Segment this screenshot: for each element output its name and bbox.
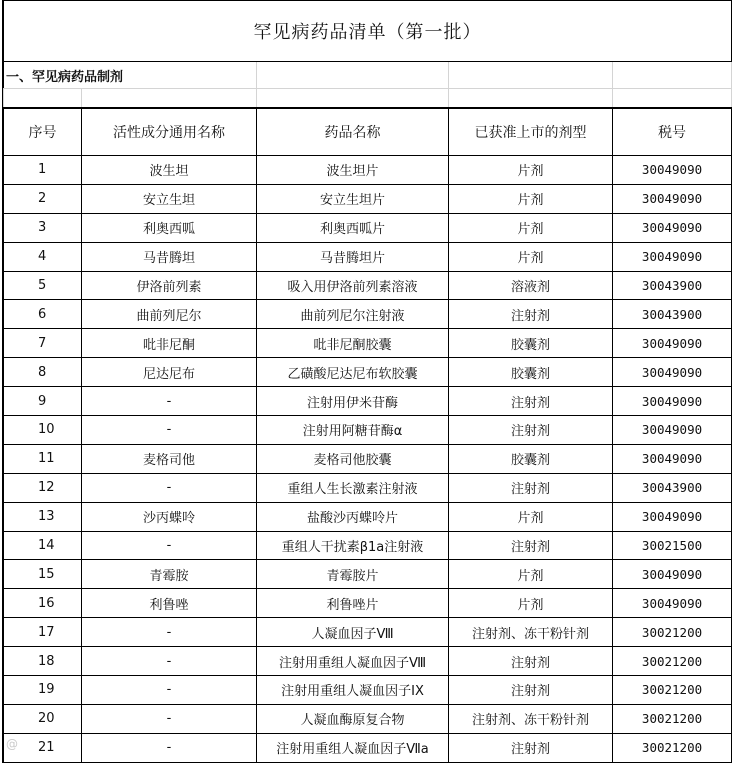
cell-dosage-form: 片剂 [449,156,613,185]
column-header-code: 税号 [613,108,732,156]
cell-dosage-form: 片剂 [449,560,613,589]
cell-dosage-form: 注射剂 [449,676,613,705]
cell-drug-name: 重组人干扰素β1a注射液 [257,531,449,560]
cell-drug-name: 曲前列尼尔注射液 [257,300,449,329]
cell-drug-name: 吸入用伊洛前列素溶液 [257,271,449,300]
cell-no: 12 [4,473,82,502]
column-header-ingredient: 活性成分通用名称 [82,108,257,156]
cell-drug-name: 麦格司他胶囊 [257,444,449,473]
cell-dosage-form: 注射剂、冻干粉针剂 [449,704,613,733]
cell-no: 20 [4,704,82,733]
cell-dosage-form: 注射剂、冻干粉针剂 [449,618,613,647]
cell-drug-name: 人凝血因子Ⅷ [257,618,449,647]
cell-no: 3 [4,213,82,242]
cell-no: 8 [4,358,82,387]
cell-ingredient: 利奥西呱 [82,213,257,242]
cell-ingredient: 曲前列尼尔 [82,300,257,329]
cell-drug-name: 波生坦片 [257,156,449,185]
cell-drug-name: 青霉胺片 [257,560,449,589]
cell-drug-name: 马昔腾坦片 [257,242,449,271]
empty-cell [449,62,613,89]
table-row [4,156,732,185]
cell-no: 9 [4,387,82,416]
cell-tariff-code: 30049090 [613,184,732,213]
cell-tariff-code: 30043900 [613,271,732,300]
table-row [4,300,732,329]
title-row [4,1,732,62]
cell-tariff-code: 30021200 [613,676,732,705]
cell-drug-name: 注射用重组人凝血因子IX [257,676,449,705]
table-row [4,473,732,502]
cell-ingredient: 尼达尼布 [82,358,257,387]
cell-ingredient: - [82,618,257,647]
table-row [4,502,732,531]
column-header-row [4,108,732,156]
table-row [4,704,732,733]
cell-tariff-code: 30021200 [613,733,732,762]
table-row [4,531,732,560]
empty-cell [449,89,613,109]
table-row [4,416,732,445]
cell-drug-name: 注射用阿糖苷酶α [257,416,449,445]
cell-dosage-form: 注射剂 [449,473,613,502]
cell-ingredient: 伊洛前列素 [82,271,257,300]
cell-no: 5 [4,271,82,300]
table-row [4,184,732,213]
cell-dosage-form: 注射剂 [449,531,613,560]
cell-ingredient: 波生坦 [82,156,257,185]
table-body [4,156,732,763]
cell-dosage-form: 胶囊剂 [449,329,613,358]
cell-no: 21 [4,733,82,762]
cell-tariff-code: 30049090 [613,213,732,242]
cell-dosage-form: 注射剂 [449,733,613,762]
cell-tariff-code: 30021500 [613,531,732,560]
column-header-drug: 药品名称 [257,108,449,156]
cell-dosage-form: 片剂 [449,589,613,618]
table-row [4,560,732,589]
empty-cell [4,89,82,109]
cell-drug-name: 吡非尼酮胶囊 [257,329,449,358]
cell-tariff-code: 30049090 [613,329,732,358]
empty-cell [613,62,732,89]
table-row [4,271,732,300]
section-heading: 一、罕见病药品制剂 [4,62,257,89]
cell-drug-name: 注射用伊米苷酶 [257,387,449,416]
table-row [4,733,732,762]
cell-tariff-code: 30021200 [613,647,732,676]
cell-tariff-code: 30049090 [613,242,732,271]
cell-dosage-form: 胶囊剂 [449,358,613,387]
table-row [4,358,732,387]
column-header-form: 已获准上市的剂型 [449,108,613,156]
cell-no: 1 [4,156,82,185]
cell-tariff-code: 30049090 [613,358,732,387]
cell-drug-name: 利鲁唑片 [257,589,449,618]
cell-drug-name: 安立生坦片 [257,184,449,213]
watermark: @ [6,737,18,751]
cell-tariff-code: 30049090 [613,156,732,185]
cell-drug-name: 盐酸沙丙蝶呤片 [257,502,449,531]
cell-ingredient: 吡非尼酮 [82,329,257,358]
cell-dosage-form: 片剂 [449,184,613,213]
table-row [4,329,732,358]
cell-dosage-form: 溶液剂 [449,271,613,300]
table-row [4,213,732,242]
table-row [4,444,732,473]
section-row [4,62,732,89]
cell-tariff-code: 30043900 [613,473,732,502]
spacer-row [4,89,732,109]
cell-ingredient: - [82,704,257,733]
cell-ingredient: 利鲁唑 [82,589,257,618]
cell-ingredient: 沙丙蝶呤 [82,502,257,531]
cell-tariff-code: 30043900 [613,300,732,329]
cell-no: 7 [4,329,82,358]
cell-no: 19 [4,676,82,705]
cell-ingredient: - [82,387,257,416]
cell-ingredient: - [82,416,257,445]
cell-drug-name: 重组人生长激素注射液 [257,473,449,502]
table-row [4,647,732,676]
cell-drug-name: 人凝血酶原复合物 [257,704,449,733]
cell-dosage-form: 注射剂 [449,647,613,676]
cell-drug-name: 注射用重组人凝血因子Ⅶa [257,733,449,762]
cell-dosage-form: 注射剂 [449,300,613,329]
cell-ingredient: - [82,733,257,762]
cell-drug-name: 注射用重组人凝血因子Ⅷ [257,647,449,676]
cell-no: 2 [4,184,82,213]
table-row [4,589,732,618]
page-title: 罕见病药品清单（第一批） [4,1,732,62]
cell-no: 16 [4,589,82,618]
spreadsheet [2,0,731,763]
cell-tariff-code: 30049090 [613,589,732,618]
cell-ingredient: 安立生坦 [82,184,257,213]
cell-no: 13 [4,502,82,531]
cell-no: 6 [4,300,82,329]
drug-list-table [3,0,732,763]
cell-no: 11 [4,444,82,473]
table-row [4,618,732,647]
cell-ingredient: - [82,676,257,705]
cell-drug-name: 乙磺酸尼达尼布软胶囊 [257,358,449,387]
cell-ingredient: 马昔腾坦 [82,242,257,271]
cell-tariff-code: 30049090 [613,416,732,445]
cell-dosage-form: 片剂 [449,213,613,242]
cell-dosage-form: 胶囊剂 [449,444,613,473]
cell-no: 10 [4,416,82,445]
cell-no: 4 [4,242,82,271]
cell-tariff-code: 30049090 [613,560,732,589]
cell-tariff-code: 30021200 [613,618,732,647]
empty-cell [257,62,449,89]
table-row [4,676,732,705]
cell-no: 15 [4,560,82,589]
cell-no: 18 [4,647,82,676]
cell-tariff-code: 30021200 [613,704,732,733]
cell-ingredient: 青霉胺 [82,560,257,589]
cell-ingredient: - [82,473,257,502]
cell-ingredient: - [82,647,257,676]
cell-dosage-form: 注射剂 [449,416,613,445]
cell-dosage-form: 注射剂 [449,387,613,416]
cell-no: 17 [4,618,82,647]
cell-tariff-code: 30049090 [613,502,732,531]
cell-ingredient: - [82,531,257,560]
empty-cell [82,89,257,109]
table-row [4,387,732,416]
empty-cell [613,89,732,109]
cell-dosage-form: 片剂 [449,242,613,271]
cell-no: 14 [4,531,82,560]
cell-ingredient: 麦格司他 [82,444,257,473]
table-row [4,242,732,271]
empty-cell [257,89,449,109]
cell-dosage-form: 片剂 [449,502,613,531]
cell-tariff-code: 30049090 [613,444,732,473]
cell-tariff-code: 30049090 [613,387,732,416]
cell-drug-name: 利奥西呱片 [257,213,449,242]
column-header-no: 序号 [4,108,82,156]
